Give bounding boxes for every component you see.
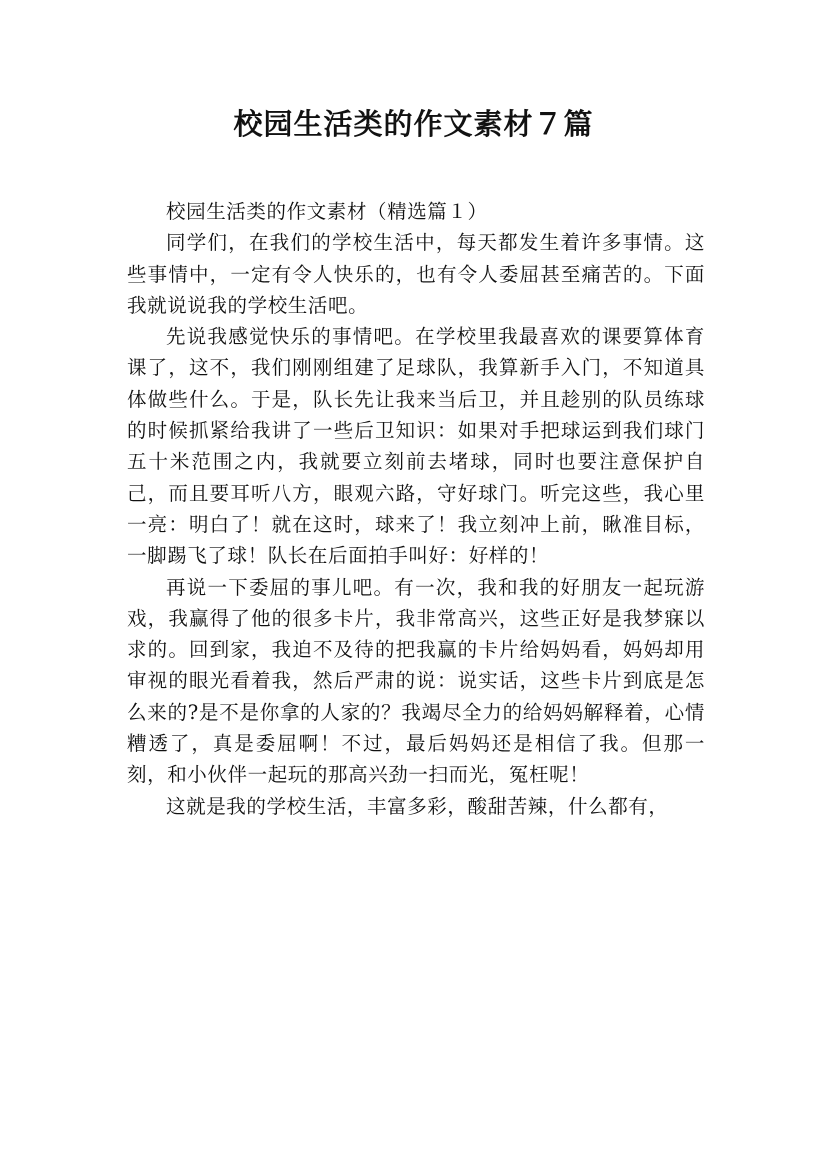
paragraph-conclusion: 这就是我的学校生活，丰富多彩，酸甜苦辣，什么都有， xyxy=(166,794,669,818)
paragraph-intro: 同学们，在我们的学校生活中，每天都发生着许多事情。这些事情中，一定有令人快乐的，也有令人委屈甚至痛苦的。下面我就说说我的学校生活吧。 xyxy=(127,231,705,317)
document-body xyxy=(127,196,705,822)
document-title: 校园生活类的作文素材７篇 xyxy=(233,107,594,141)
paragraph-grievance: 再说一下委屈的事儿吧。有一次，我和我的好朋友一起玩游戏，我赢得了他的很多卡片，我非常高兴，这些正好是我梦寐以求的。回到家，我迫不及待的把我赢的卡片给妈妈看，妈妈却用审视的眼光看着我，然后严肃的说：说实话，这些卡片到底是怎么来的?是不是你拿的人家的？我竭尽全力的给妈妈解释着，心情糟透了，真是委屈啊！不过，最后妈妈还是相信了我。但那一刻，和小伙伴一起玩的那高兴劲一扫而光，冤枉呢！ xyxy=(127,575,705,787)
paragraph-happy: 先说我感觉快乐的事情吧。在学校里我最喜欢的课要算体育课了，这不，我们刚刚组建了足球队，我算新手入门，不知道具体做些什么。于是，队长先让我来当后卫，并且趁别的队员练球的时候抓紧给我讲了一些后卫知识：如果对手把球运到我们球门五十米范围之内，我就要立刻前去堵球，同时也要注意保护自己，而且要耳听八方，眼观六路，守好球门。听完这些，我心里一亮：明白了！就在这时，球来了！我立刻冲上前，瞅准目标，一脚踢飞了球！队长在后面拍手叫好：好样的！ xyxy=(127,325,705,568)
section-heading: 校园生活类的作文素材（精选篇１） xyxy=(166,200,488,223)
